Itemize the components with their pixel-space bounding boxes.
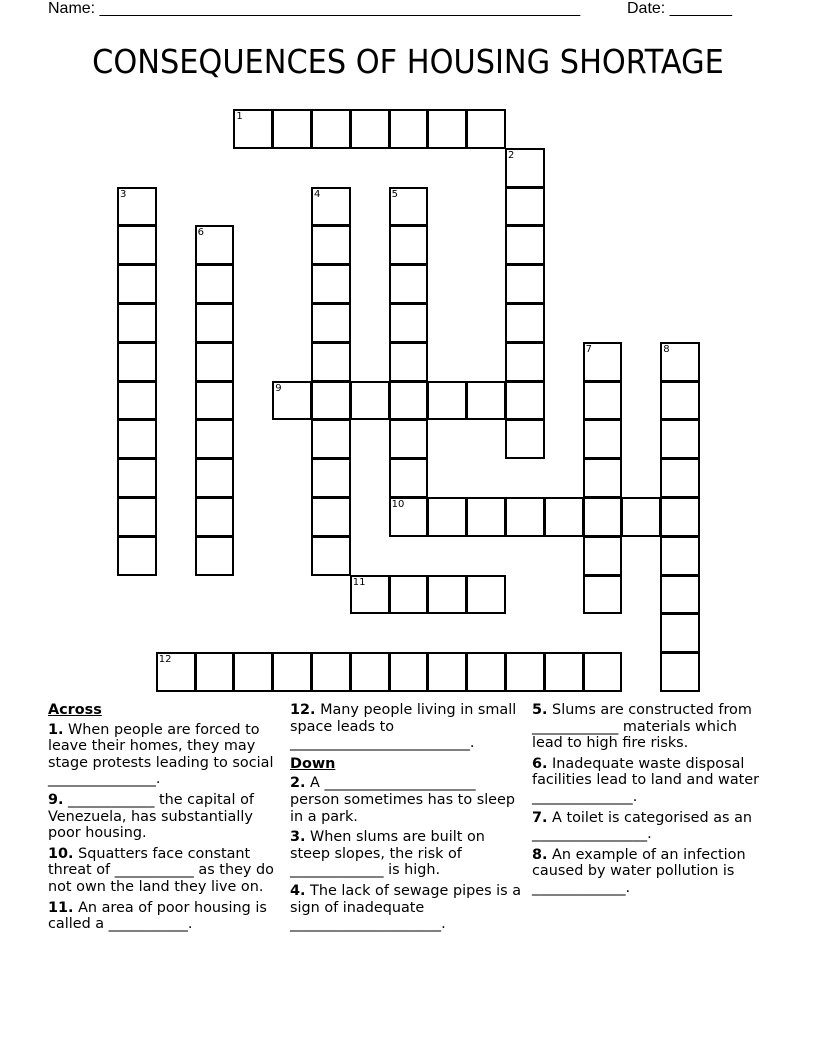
grid-cell[interactable] bbox=[311, 536, 351, 576]
grid-cell[interactable] bbox=[389, 381, 429, 421]
grid-cell[interactable] bbox=[505, 497, 545, 537]
grid-cell[interactable] bbox=[583, 497, 623, 537]
grid-cell[interactable] bbox=[660, 458, 700, 498]
grid-cell[interactable] bbox=[466, 381, 506, 421]
clue-down-5: 5. Slums are constructed from ____________ materials which lead to high fire risks. bbox=[532, 702, 752, 752]
grid-cell[interactable] bbox=[621, 497, 661, 537]
grid-cell[interactable] bbox=[311, 342, 351, 382]
grid-cell[interactable] bbox=[660, 652, 700, 692]
grid-cell[interactable] bbox=[505, 264, 545, 304]
grid-cell[interactable] bbox=[311, 458, 351, 498]
grid-cell[interactable] bbox=[311, 381, 351, 421]
grid-cell[interactable] bbox=[505, 381, 545, 421]
grid-cell[interactable] bbox=[195, 303, 235, 343]
clue-number-label: 10 bbox=[391, 499, 405, 510]
grid-cell[interactable] bbox=[583, 652, 623, 692]
grid-cell[interactable] bbox=[350, 381, 390, 421]
clue-down-2: 2. A _____________________ person sometimes has to sleep in a park. bbox=[290, 775, 516, 825]
grid-cell[interactable] bbox=[466, 497, 506, 537]
clue-number-label: 7 bbox=[585, 343, 592, 355]
clue-number-label: 11 bbox=[352, 576, 366, 588]
grid-cell[interactable] bbox=[583, 575, 623, 615]
grid-cell[interactable] bbox=[389, 575, 429, 615]
grid-cell[interactable] bbox=[660, 536, 700, 576]
grid-cell[interactable] bbox=[583, 458, 623, 498]
grid-cell[interactable] bbox=[389, 652, 429, 692]
clue-across-10: 10. Squatters face constant threat of ___________ as they do not own the land they live on. bbox=[48, 845, 274, 895]
grid-cell[interactable] bbox=[117, 497, 157, 537]
clue-column-3 bbox=[532, 702, 768, 901]
grid-cell[interactable] bbox=[195, 536, 235, 576]
grid-cell[interactable] bbox=[311, 264, 351, 304]
grid-cell[interactable] bbox=[233, 652, 273, 692]
clue-number-label: 4 bbox=[314, 188, 321, 200]
clue-down-8: 8. An example of an infection caused by water pollution is _____________. bbox=[532, 846, 746, 896]
grid-cell[interactable] bbox=[505, 303, 545, 343]
grid-cell[interactable] bbox=[505, 225, 545, 265]
grid-cell[interactable] bbox=[117, 225, 157, 265]
grid-cell[interactable] bbox=[117, 342, 157, 382]
clue-across-9: 9. ____________ the capital of Venezuela, has substantially poor housing. bbox=[48, 791, 254, 842]
grid-cell[interactable] bbox=[583, 419, 623, 459]
grid-cell[interactable] bbox=[311, 303, 351, 343]
grid-cell[interactable] bbox=[350, 109, 390, 149]
grid-cell[interactable] bbox=[389, 264, 429, 304]
grid-cell[interactable] bbox=[195, 264, 235, 304]
grid-cell[interactable] bbox=[427, 652, 467, 692]
clue-number-label: 8 bbox=[663, 343, 670, 355]
date-field-line[interactable]: Date: _______ bbox=[627, 0, 732, 17]
clue-number-label: 5 bbox=[391, 188, 398, 200]
grid-cell[interactable] bbox=[117, 264, 157, 304]
grid-cell[interactable] bbox=[117, 419, 157, 459]
grid-cell[interactable] bbox=[117, 381, 157, 421]
grid-cell[interactable] bbox=[466, 652, 506, 692]
grid-cell[interactable] bbox=[272, 652, 312, 692]
clue-down-3: 3. When slums are built on steep slopes, the risk of _____________ is high. bbox=[290, 829, 485, 879]
grid-cell[interactable] bbox=[311, 109, 351, 149]
grid-cell[interactable] bbox=[660, 381, 700, 421]
grid-cell[interactable] bbox=[195, 652, 235, 692]
grid-cell[interactable] bbox=[389, 225, 429, 265]
grid-cell[interactable] bbox=[195, 497, 235, 537]
clue-column-1 bbox=[48, 702, 280, 937]
grid-cell[interactable] bbox=[466, 109, 506, 149]
grid-cell[interactable] bbox=[427, 109, 467, 149]
grid-cell[interactable] bbox=[117, 536, 157, 576]
clue-across-12: 12. Many people living in small space leads to _________________________. bbox=[290, 702, 517, 752]
grid-cell[interactable] bbox=[389, 419, 429, 459]
clue-column-2 bbox=[290, 702, 522, 937]
grid-cell[interactable] bbox=[583, 381, 623, 421]
grid-cell[interactable] bbox=[311, 497, 351, 537]
clue-number-label: 2 bbox=[508, 149, 515, 161]
clue-number-label: 3 bbox=[120, 188, 127, 200]
grid-cell[interactable] bbox=[583, 536, 623, 576]
clue-across-11: 11. An area of poor housing is called a ___________. bbox=[48, 899, 267, 933]
grid-cell[interactable] bbox=[505, 187, 545, 227]
grid-cell[interactable] bbox=[389, 109, 429, 149]
grid-cell[interactable] bbox=[427, 575, 467, 615]
grid-cell[interactable] bbox=[660, 575, 700, 615]
grid-cell[interactable] bbox=[544, 497, 584, 537]
clue-down-6: 6. Inadequate waste disposal facilities lead to land and water ______________. bbox=[532, 755, 760, 805]
grid-cell[interactable] bbox=[427, 381, 467, 421]
grid-cell[interactable] bbox=[311, 652, 351, 692]
grid-cell[interactable] bbox=[311, 419, 351, 459]
grid-cell[interactable] bbox=[389, 342, 429, 382]
clue-number-label: 12 bbox=[158, 654, 172, 666]
across-heading: Across bbox=[48, 702, 102, 718]
grid-cell[interactable] bbox=[195, 458, 235, 498]
grid-cell[interactable] bbox=[195, 381, 235, 421]
clue-number-label: 1 bbox=[236, 111, 243, 122]
grid-cell[interactable] bbox=[660, 497, 700, 537]
clue-across-1: 1. When people are forced to leave their homes, they may stage protests leading to social _______________. bbox=[48, 721, 274, 788]
grid-cell[interactable] bbox=[195, 419, 235, 459]
clue-number-label: 9 bbox=[275, 382, 282, 394]
grid-cell[interactable] bbox=[389, 458, 429, 498]
grid-cell[interactable] bbox=[505, 652, 545, 692]
grid-cell[interactable] bbox=[311, 225, 351, 265]
clue-down-7: 7. A toilet is categorised as an ________________. bbox=[532, 809, 753, 843]
down-heading: Down bbox=[290, 755, 336, 772]
clue-down-4: 4. The lack of sewage pipes is a sign of inadequate _____________________. bbox=[290, 882, 522, 933]
grid-cell[interactable] bbox=[195, 342, 235, 382]
grid-cell[interactable] bbox=[117, 458, 157, 498]
grid-cell[interactable] bbox=[117, 303, 157, 343]
grid-cell[interactable] bbox=[350, 652, 390, 692]
grid-cell[interactable] bbox=[389, 303, 429, 343]
grid-cell[interactable] bbox=[505, 342, 545, 382]
grid-cell[interactable] bbox=[272, 109, 312, 149]
grid-cell[interactable] bbox=[660, 419, 700, 459]
grid-cell[interactable] bbox=[505, 419, 545, 459]
name-field-line[interactable]: Name: ______________________________________________________ bbox=[48, 0, 581, 17]
grid-cell[interactable] bbox=[544, 652, 584, 692]
grid-cell[interactable] bbox=[427, 497, 467, 537]
grid-cell[interactable] bbox=[660, 613, 700, 653]
page-title: CONSEQUENCES OF HOUSING SHORTAGE bbox=[92, 42, 724, 81]
clue-number-label: 6 bbox=[197, 227, 204, 239]
grid-cell[interactable] bbox=[466, 575, 506, 615]
